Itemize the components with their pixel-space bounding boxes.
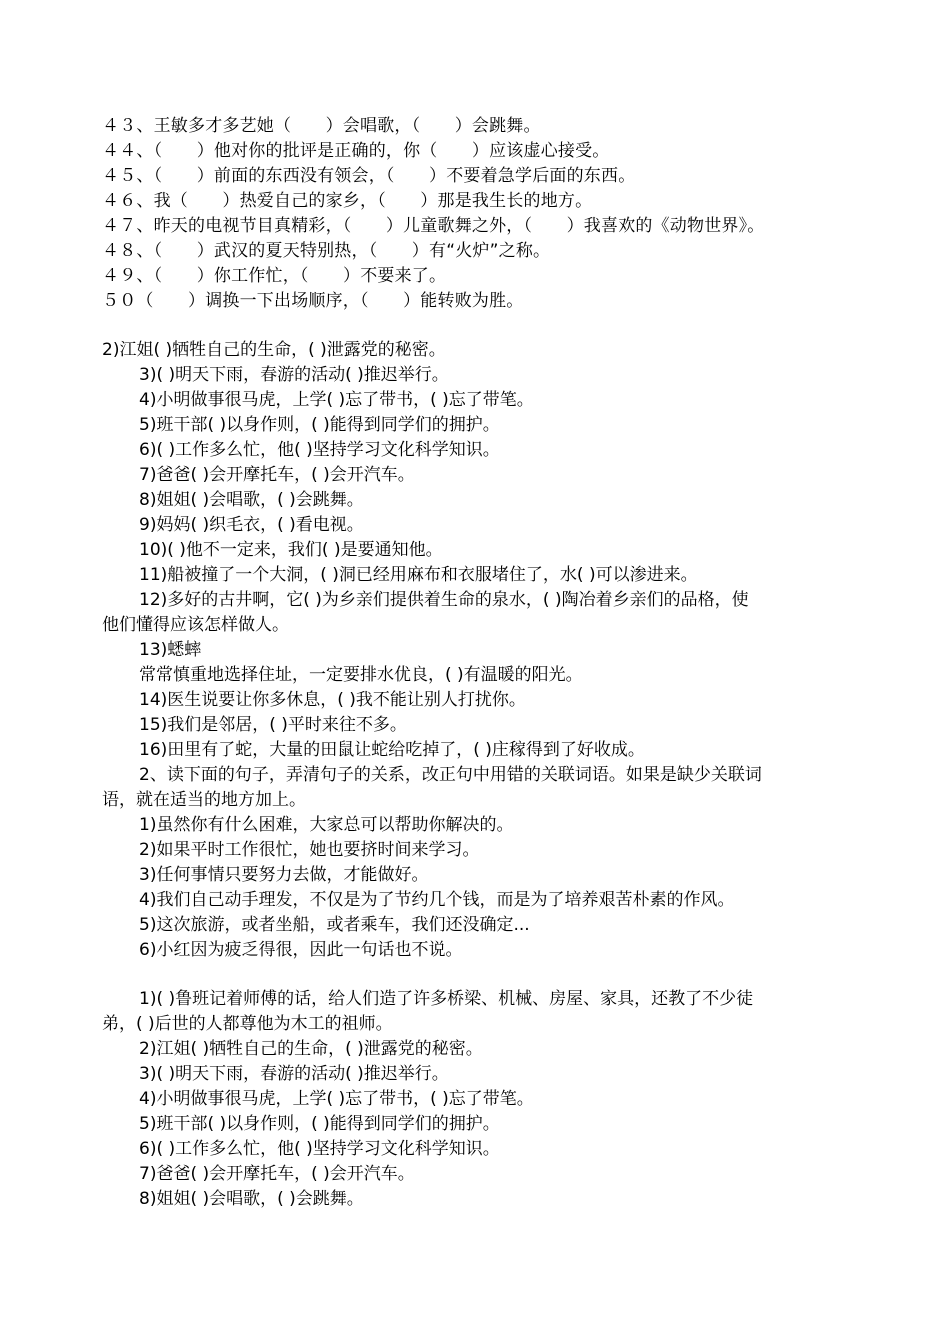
exercise-item: 9)妈妈( )织毛衣，( )看电视。 — [139, 515, 364, 535]
exercise-item-continued: 常常慎重地选择住址，一定要排水优良，( )有温暖的阳光。 — [139, 665, 583, 685]
exercise-47: ４７、昨天的电视节目真精彩，（ ）儿童歌舞之外，（ ）我喜欢的《动物世界》。 — [102, 216, 765, 236]
exercise-item-continued: 弟，( )后世的人都尊他为木工的祖师。 — [102, 1014, 393, 1034]
exercise-item: 16)田里有了蛇，大量的田鼠让蛇给吃掉了，( )庄稼得到了好收成。 — [139, 740, 645, 760]
exercise-item: 13)蟋蟀 — [139, 640, 202, 660]
exercise-item: 5)班干部( )以身作则，( )能得到同学们的拥护。 — [139, 1114, 500, 1134]
correction-item: 3)任何事情只要努力去做，才能做好。 — [139, 865, 429, 885]
exercise-item: 8)姐姐( )会唱歌，( )会跳舞。 — [139, 490, 364, 510]
section-heading: 2、读下面的句子，弄清句子的关系，改正句中用错的关联词语。如果是缺少关联词 — [139, 765, 762, 785]
correction-item: 1)虽然你有什么困难，大家总可以帮助你解决的。 — [139, 815, 514, 835]
section-heading-continued: 语，就在适当的地方加上。 — [102, 790, 306, 810]
exercise-item: 2)江姐( )牺牲自己的生命，( )泄露党的秘密。 — [102, 340, 446, 360]
exercise-item: 1)( )鲁班记着师傅的话，给人们造了许多桥梁、机械、房屋、家具，还教了不少徒 — [139, 989, 754, 1009]
exercise-44: ４４、（ ）他对你的批评是正确的，你（ ）应该虚心接受。 — [102, 141, 610, 161]
exercise-item: 2)江姐( )牺牲自己的生命，( )泄露党的秘密。 — [139, 1039, 483, 1059]
exercise-43: ４３、王敏多才多艺她（ ）会唱歌，（ ）会跳舞。 — [102, 116, 541, 136]
exercise-item: 3)( )明天下雨，春游的活动( )推迟举行。 — [139, 365, 449, 385]
exercise-item: 10)( )他不一定来，我们( )是要通知他。 — [139, 540, 443, 560]
exercise-item: 7)爸爸( )会开摩托车，( )会开汽车。 — [139, 465, 415, 485]
exercise-item: 4)小明做事很马虎，上学( )忘了带书，( )忘了带笔。 — [139, 390, 534, 410]
exercise-48: ４８、（ ）武汉的夏天特别热，（ ）有“火炉”之称。 — [102, 241, 551, 261]
exercise-45: ４５、（ ）前面的东西没有领会，（ ）不要着急学后面的东西。 — [102, 166, 636, 186]
exercise-item: 8)姐姐( )会唱歌，( )会跳舞。 — [139, 1189, 364, 1209]
correction-item: 5)这次旅游，或者坐船，或者乘车，我们还没确定... — [139, 915, 530, 935]
exercise-item: 4)小明做事很马虎，上学( )忘了带书，( )忘了带笔。 — [139, 1089, 534, 1109]
correction-item: 2)如果平时工作很忙，她也要挤时间来学习。 — [139, 840, 480, 860]
exercise-item: 15)我们是邻居，( )平时来往不多。 — [139, 715, 407, 735]
exercise-item: 12)多好的古井啊，它( )为乡亲们提供着生命的泉水，( )陶冶着乡亲们的品格，使 — [139, 590, 749, 610]
exercise-item: 3)( )明天下雨，春游的活动( )推迟举行。 — [139, 1064, 449, 1084]
exercise-item: 6)( )工作多么忙，他( )坚持学习文化科学知识。 — [139, 440, 500, 460]
exercise-item: 5)班干部( )以身作则，( )能得到同学们的拥护。 — [139, 415, 500, 435]
exercise-item: 7)爸爸( )会开摩托车，( )会开汽车。 — [139, 1164, 415, 1184]
exercise-item: 14)医生说要让你多休息，( )我不能让别人打扰你。 — [139, 690, 526, 710]
correction-item: 4)我们自己动手理发，不仅是为了节约几个钱，而是为了培养艰苦朴素的作风。 — [139, 890, 735, 910]
exercise-50: ５０（ ）调换一下出场顺序，（ ）能转败为胜。 — [102, 291, 524, 311]
exercise-item: 6)( )工作多么忙，他( )坚持学习文化科学知识。 — [139, 1139, 500, 1159]
exercise-46: ４６、我（ ）热爱自己的家乡，（ ）那是我生长的地方。 — [102, 191, 593, 211]
exercise-item: 11)船被撞了一个大洞，( )洞已经用麻布和衣服堵住了，水( )可以渗进来。 — [139, 565, 698, 585]
exercise-item-continued: 他们懂得应该怎样做人。 — [102, 615, 289, 635]
correction-item: 6)小红因为疲乏得很，因此一句话也不说。 — [139, 940, 463, 960]
exercise-49: ４９、（ ）你工作忙，（ ）不要来了。 — [102, 266, 447, 286]
